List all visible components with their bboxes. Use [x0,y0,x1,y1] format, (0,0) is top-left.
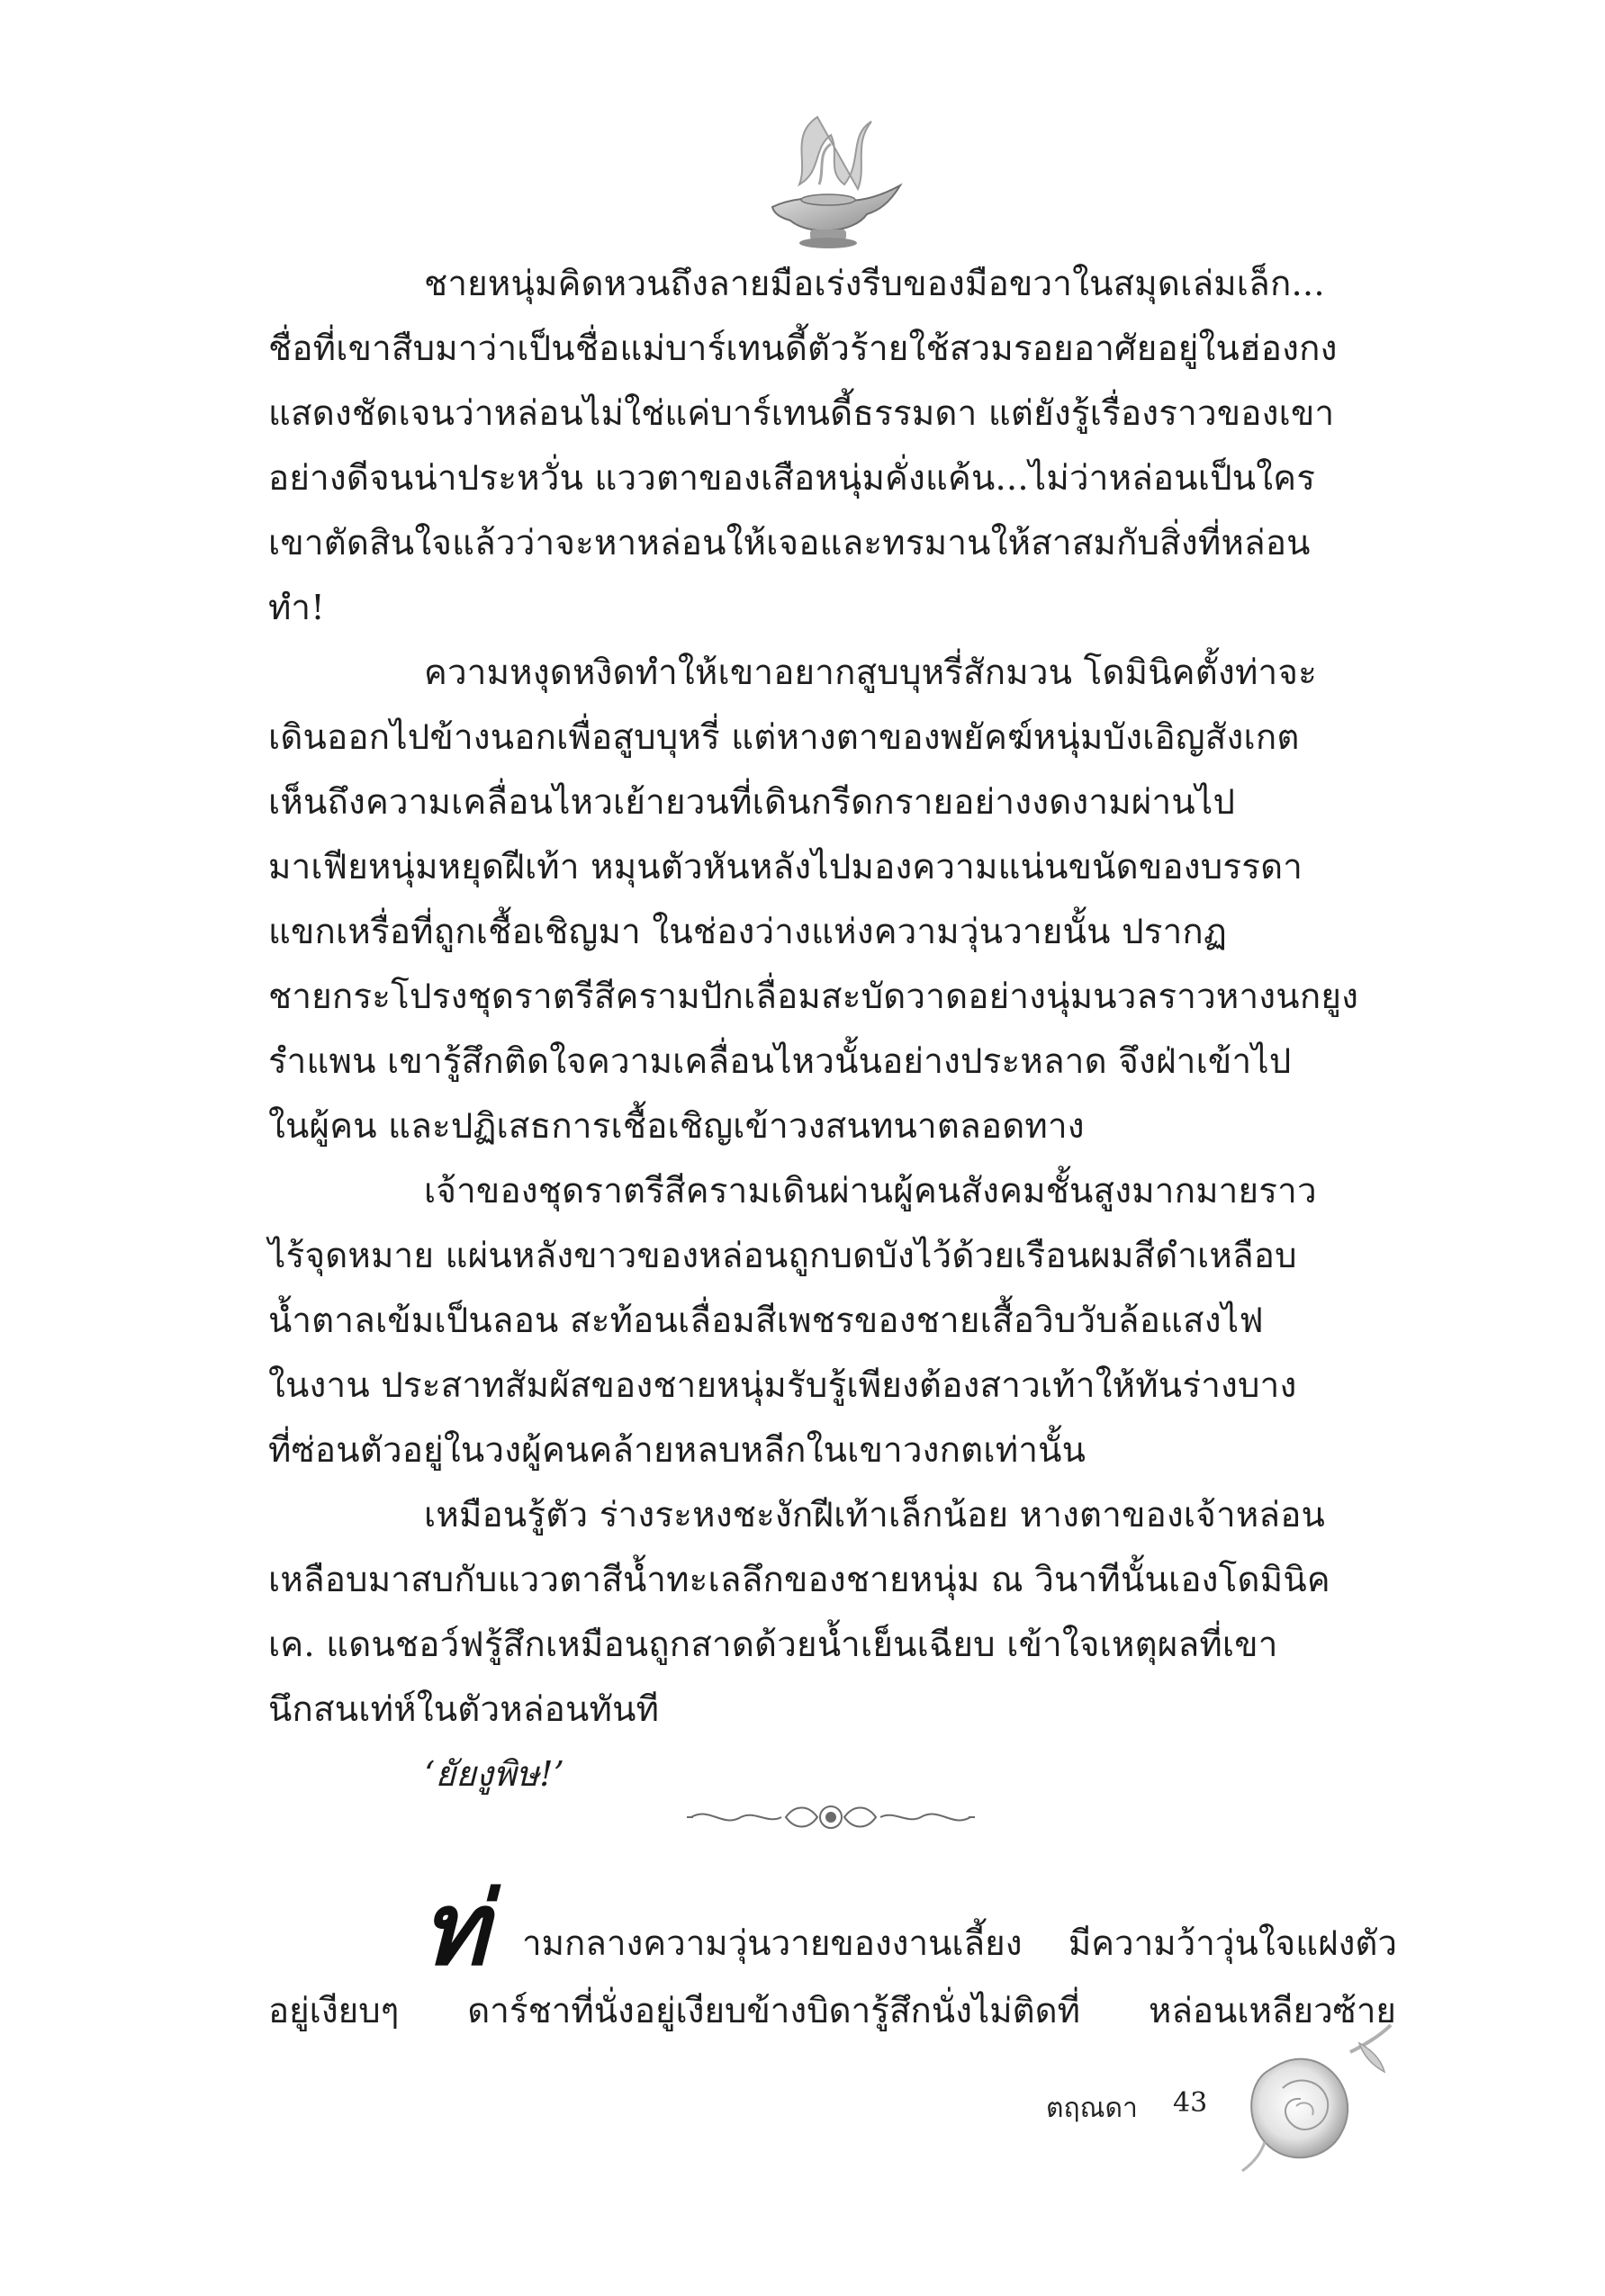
text-line: แสดงชัดเจนว่าหล่อนไม่ใช่แค่บาร์เทนดี้ธรรมดา แต่ยังรู้เรื่องราวของเขา [268,393,1335,434]
text-line: แขกเหรื่อที่ถูกเชื้อเชิญมา ในช่องว่างแห่งความวุ่นวายนั้น ปรากฏ [268,912,1227,952]
dropcap-letter [419,1872,520,1971]
white-rose-icon [1215,2016,1395,2178]
text-line: เห็นถึงความเคลื่อนไหวเย้ายวนที่เดินกรีดกรายอย่างงดงามผ่านไป [268,782,1236,823]
text-line: อย่างดีจนน่าประหวั่น แววตาของเสือหนุ่มคั่งแค้น...ไม่ว่าหล่อนเป็นใคร [268,458,1316,499]
text-line: น้ำตาลเข้มเป็นลอน สะท้อนเลื่อมสีเพชรของชายเสื้อวิบวับล้อแสงไฟ [268,1301,1264,1341]
text-line: นึกสนเท่ห์ในตัวหล่อนทันที [268,1689,660,1730]
text-line: ชื่อที่เขาสืบมาว่าเป็นชื่อแม่บาร์เทนดี้ตัวร้ายใช้สวมรอยอาศัยอยู่ในฮ่องกง [268,329,1338,369]
text-line: ที่ซ่อนตัวอยู่ในวงผู้คนคล้ายหลบหลีกในเขาวงกตเท่านั้น [268,1430,1087,1471]
text-line: มาเฟียหนุ่มหยุดฝีเท้า หมุนตัวหันหลังไปมองความแน่นขนัดของบรรดา [268,847,1303,887]
text-line: เหมือนรู้ตัว ร่างระหงชะงักฝีเท้าเล็กน้อย หางตาของเจ้าหล่อน [424,1495,1326,1535]
text-line: ในงาน ประสาทสัมผัสของชายหนุ่มรับรู้เพียงต้องสาวเท้าให้ทันร่างบาง [268,1365,1297,1406]
svg-text:ท่: ท่ [421,1872,488,1971]
text-line: ความหงุดหงิดทำให้เขาอยากสูบบุหรี่สักมวน โดมินิคตั้งท่าจะ [424,653,1317,693]
text-line: ในผู้คน และปฏิเสธการเชื้อเชิญเข้าวงสนทนาตลอดทาง [268,1106,1085,1147]
running-footer-title: ตฤณดา [1046,2093,1138,2124]
text-line: ชายหนุ่มคิดหวนถึงลายมือเร่งรีบของมือขวาในสมุดเล่มเล็ก... [424,264,1325,304]
text-line: ามกลางความวุ่นวายของงานเลี้ยง มีความว้าวุ่นใจแฝงตัว [522,1923,1397,1964]
ornamental-divider-icon [682,1799,979,1835]
text-line: ทำ! [268,588,325,628]
page-number: 43 [1173,2087,1208,2119]
paragraph [268,1159,1396,1483]
text-line: เค. แดนชอว์ฟรู้สึกเหมือนถูกสาดด้วยน้ำเย็นเฉียบ เข้าใจเหตุผลที่เขา [268,1625,1278,1665]
text-line: รำแพน เขารู้สึกติดใจความเคลื่อนไหวนั้นอย่างประหลาด จึงฝ่าเข้าไป [268,1041,1292,1082]
paragraph [268,641,1396,1159]
genie-lamp-icon [754,99,907,261]
text-line: เขาตัดสินใจแล้วว่าจะหาหล่อนให้เจอและทรมานให้สาสมกับสิ่งที่หล่อน [268,523,1311,563]
text-line: เดินออกไปข้างนอกเพื่อสูบบุหรี่ แต่หางตาของพยัคฆ์หนุ่มบังเอิญสังเกต [268,717,1300,758]
text-line: อยู่เงียบๆ ดาร์ชาที่นั่งอยู่เงียบข้างบิดารู้สึกนั่งไม่ติดที่ หล่อนเหลียวซ้าย [268,1991,1396,2031]
text-line: ไร้จุดหมาย แผ่นหลังขาวของหล่อนถูกบดบังไว้ด้วยเรือนผมสีดำเหลือบ [268,1236,1297,1276]
body-text [268,252,1396,1807]
text-line: ชายกระโปรงชุดราตรีสีครามปักเลื่อมสะบัดวาดอย่างนุ่มนวลราวหางนกยูง [268,977,1359,1017]
paragraph [268,252,1396,641]
exclamation-line: ‘ยัยงูพิษ!’ [424,1754,565,1795]
text-line: เหลือบมาสบกับแววตาสีน้ำทะเลลึกของชายหนุ่ม ณ วินาทีนั้นเองโดมินิค [268,1560,1330,1600]
text-line: เจ้าของชุดราตรีสีครามเดินผ่านผู้คนสังคมชั้นสูงมากมายราว [424,1171,1317,1211]
paragraph [268,1483,1396,1742]
